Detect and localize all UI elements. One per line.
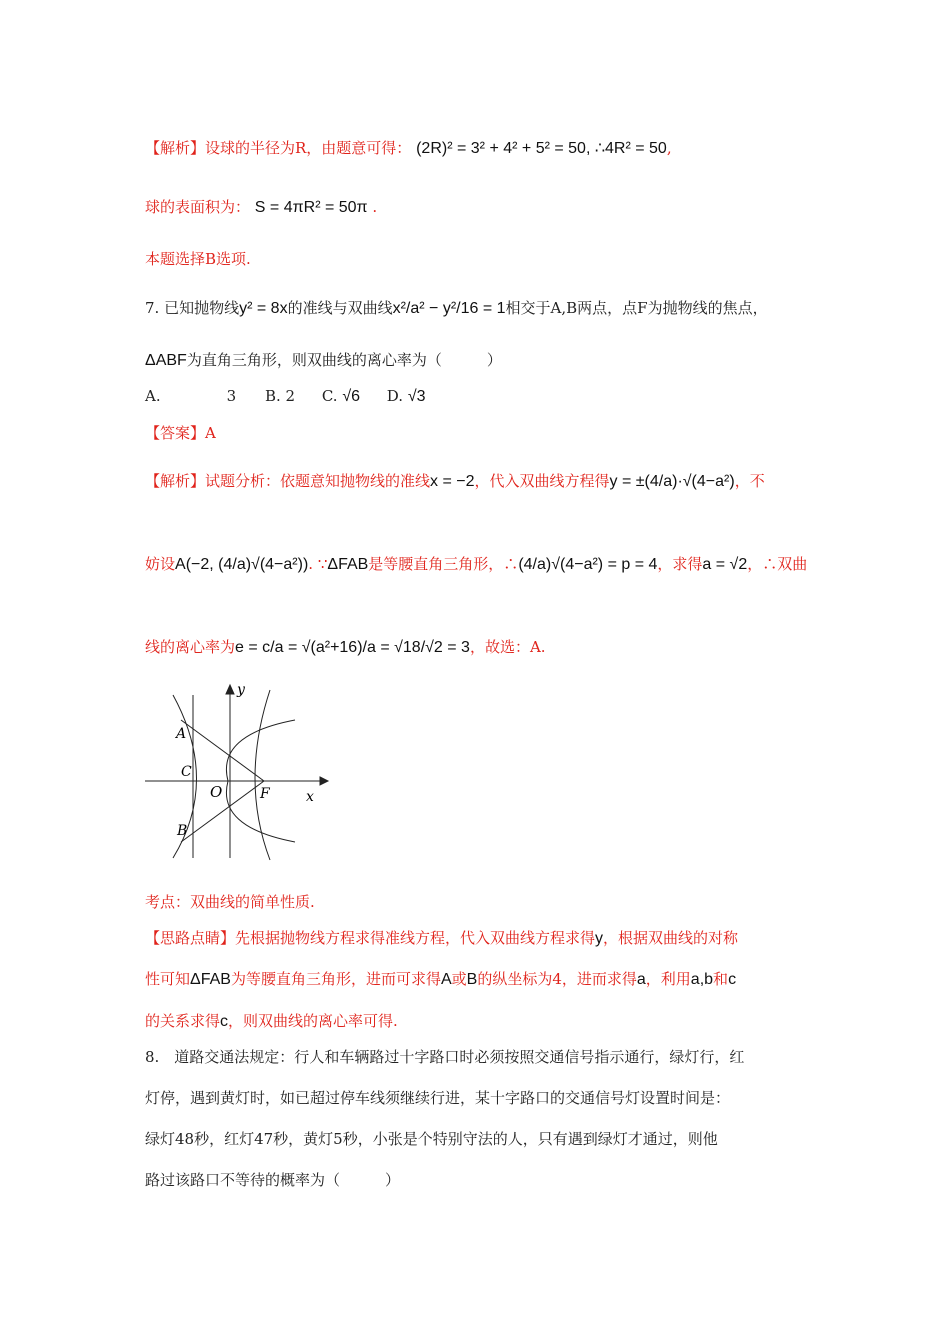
eccentricity-text: 线的离心率为	[145, 638, 236, 656]
silu-fab: ΔFAB	[190, 971, 231, 988]
silu-or: 或	[451, 970, 467, 988]
answer-line	[145, 422, 216, 444]
q8-line-2: 灯停，遇到黄灯时，如已超过停车线须继续行进，某十字路口的交通信号灯设置时间是：	[145, 1089, 731, 1107]
silu-line-3	[145, 1010, 398, 1033]
analysis2-text-2: ，代入双曲线方程得	[474, 472, 610, 490]
q7-text-1: 已知抛物线	[164, 299, 240, 317]
option-a-value: 3	[226, 387, 237, 405]
label-o: O	[210, 783, 223, 801]
silu-text-1: 先根据抛物线方程求得准线方程，代入双曲线方程求得	[235, 929, 596, 947]
q8-line-4: 路过该路口不等待的概率为（ ）	[145, 1171, 401, 1189]
silu-3b: ，则双曲线的离心率可得.	[228, 1012, 398, 1030]
hyperbola-figure	[140, 680, 330, 865]
q7-text-3: 相交于A,B两点，点F为抛物线的焦点，	[505, 299, 768, 317]
silu-2a: 性可知	[145, 970, 191, 988]
y-formula: y = ±(4/a)·√(4−a²)	[609, 473, 735, 490]
option-b: B. 2	[264, 387, 296, 405]
analysis2-tag: 【解析】	[145, 472, 206, 490]
silu-y: y	[595, 930, 604, 947]
silu-c: c	[728, 971, 737, 988]
surface-area-text: 球的表面积为：	[145, 198, 251, 216]
option-c-label: C.	[321, 387, 338, 405]
assume-text: 妨设	[145, 555, 176, 573]
silu-line-1	[145, 927, 738, 950]
analysis-text: 设球的半径为R，由题意可得：	[205, 139, 412, 157]
hyperbola-text: ，∴双曲	[747, 555, 808, 573]
silu-b-point: B	[466, 971, 478, 988]
silu-b: b	[704, 971, 714, 988]
silu-2b: 为等腰直角三角形，进而可求得	[230, 970, 441, 988]
silu-2d: 的纵坐标为4，进而求得	[477, 970, 637, 988]
hyperbola-formula: x²/a² − y²/16 = 1	[392, 300, 506, 317]
label-a: A	[176, 726, 187, 742]
since-text: . ∵	[308, 555, 328, 573]
silu-a: a	[636, 971, 646, 988]
parabola-formula: y² = 8x	[239, 300, 288, 317]
triangle-fab: ΔFAB	[327, 556, 369, 573]
surface-area-formula: S = 4πR² = 50π	[254, 199, 368, 216]
option-d-label: D.	[386, 387, 404, 405]
q8-line-1: 8. 道路交通法规定：行人和车辆路过十字路口时必须按照交通信号指示通行，绿灯行，红	[145, 1048, 745, 1066]
option-c-value: √6	[342, 388, 361, 405]
p-equals-4-formula: (4/a)√(4−a²) = p = 4	[518, 556, 658, 573]
label-c: C	[181, 764, 192, 780]
analysis2-line-1	[145, 470, 765, 493]
q7-line-2	[145, 349, 502, 372]
choose-text: ，故选：A.	[469, 638, 546, 656]
label-b: B	[177, 823, 188, 839]
silu-2e: ，利用	[645, 970, 691, 988]
answer-value: A	[205, 424, 216, 442]
y-axis-arrow-icon	[226, 685, 234, 694]
analysis-line-1	[145, 137, 672, 160]
sphere-formula: (2R)² = 3² + 4² + 5² = 50, ∴4R² = 50	[416, 140, 667, 157]
choose-b-line: 本题选择B选项.	[145, 250, 251, 268]
q8-line-3: 绿灯48秒，红灯47秒，黄灯5秒，小张是个特别守法的人，只有遇到绿灯才通过，则他	[145, 1130, 718, 1148]
q7-text-2: 的准线与双曲线	[287, 299, 393, 317]
silu-tail-1: ，根据双曲线的对称	[603, 929, 739, 947]
label-f: F	[260, 786, 270, 802]
silu-tag: 【思路点睛】	[145, 929, 236, 947]
option-a-label: A.	[145, 387, 161, 405]
analysis2-tail-1: ，不	[734, 472, 765, 490]
eccentricity-formula: e = c/a = √(a²+16)/a = √18/√2 = 3	[235, 639, 470, 656]
period: .	[372, 198, 378, 216]
surface-area-line	[145, 196, 377, 219]
silu-c2: c	[220, 1013, 229, 1030]
label-x: x	[306, 789, 314, 805]
silu-line-2: 性可知ΔFAB为等腰直角三角形，进而可求得A或B的纵坐标为4，进而求得a，利用a,b和c	[145, 970, 737, 988]
comma: ,	[666, 139, 672, 157]
analysis-tag: 【解析】	[145, 139, 206, 157]
label-y: y	[237, 682, 245, 698]
silu-a2: a	[690, 971, 700, 988]
q7-number: 7.	[145, 299, 160, 317]
kaodian-line: 考点：双曲线的简单性质.	[145, 893, 315, 911]
q7-line2-text: 为直角三角形，则双曲线的离心率为（ ）	[186, 351, 502, 369]
analysis2-line-3	[145, 636, 546, 659]
silu-a-point: A	[440, 971, 452, 988]
analysis2-text-1: 试题分析：依题意知抛物线的准线	[205, 472, 431, 490]
silu-and: 和	[713, 970, 729, 988]
x-axis-arrow-icon	[320, 777, 328, 785]
solve-text: ，求得	[657, 555, 703, 573]
q7-options	[145, 385, 426, 408]
answer-tag: 【答案】	[145, 424, 206, 442]
point-a-formula: A(−2, (4/a)√(4−a²))	[175, 556, 309, 573]
analysis2-line-2	[145, 553, 807, 576]
q7-line-1	[145, 297, 768, 320]
silu-3a: 的关系求得	[145, 1012, 221, 1030]
directrix-formula: x = −2	[430, 473, 475, 490]
option-d-value: √3	[407, 388, 426, 405]
triangle-abf: ΔABF	[145, 352, 187, 369]
a-value-formula: a = √2	[702, 556, 748, 573]
isosceles-text: 是等腰直角三角形，∴	[368, 555, 519, 573]
